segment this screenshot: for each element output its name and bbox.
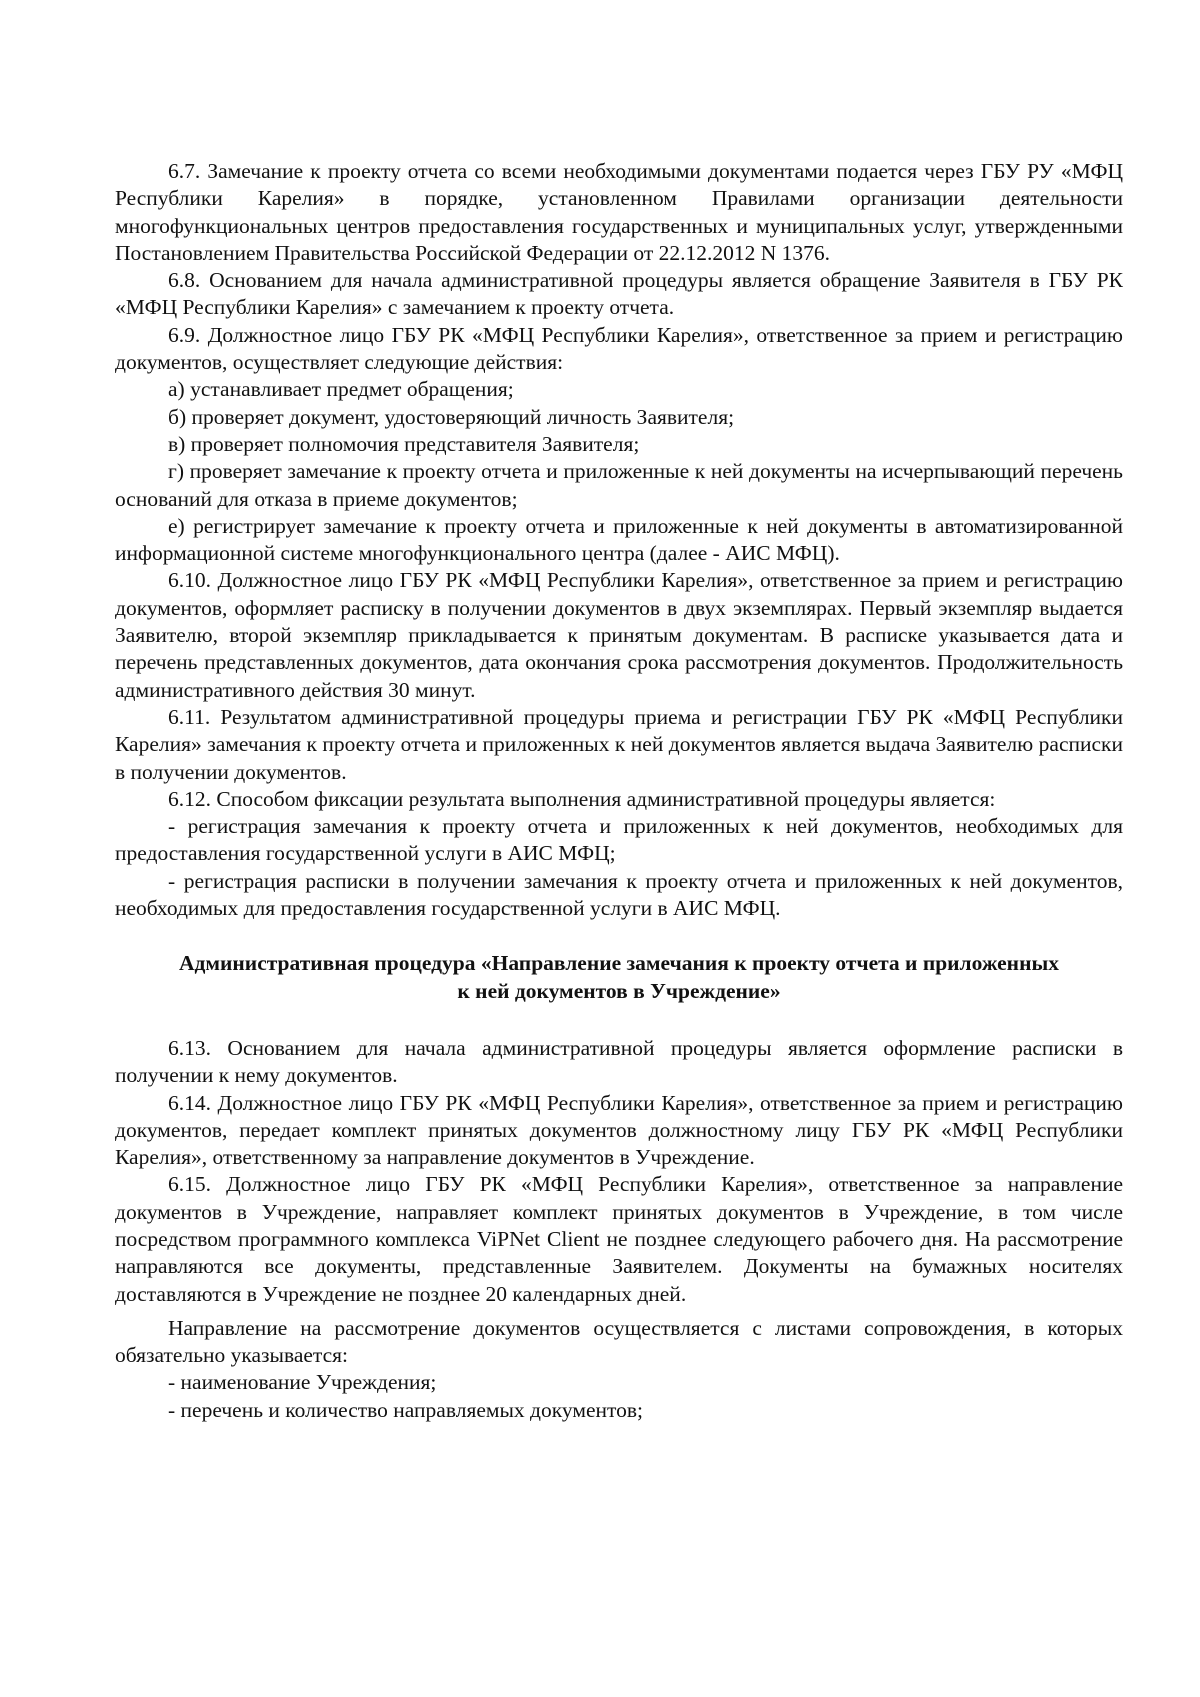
section-heading-line-1: Административная процедура «Направление замечания к проекту отчета и приложенных	[178, 951, 1059, 976]
list-item-dash-2: - регистрация расписки в получении замечания к проекту отчета и приложенных к ней документов, необходимых для предоставления государственной услуги в АИС МФЦ.	[115, 868, 1123, 921]
list-item-b: б) проверяет документ, удостоверяющий личность Заявителя;	[168, 404, 735, 429]
section-heading-line-2: к ней документов в Учреждение»	[457, 978, 781, 1003]
paragraph-6-13: 6.13. Основанием для начала административной процедуры является оформление расписки в получении к нему документов.	[115, 1035, 1123, 1088]
list-item-dash-1: - регистрация замечания к проекту отчета и приложенных к ней документов, необходимых для предоставления государственной услуги в АИС МФЦ;	[115, 814, 1123, 866]
paragraph-6-8: 6.8. Основанием для начала административной процедуры является обращение Заявителя в ГБУ РК «МФЦ Республики Карелия» с замечанием к проекту отчета.	[115, 268, 1123, 320]
list-item-dash-3: - наименование Учреждения;	[168, 1370, 437, 1395]
paragraph-6-14: 6.14. Должностное лицо ГБУ РК «МФЦ Республики Карелия», ответственное за прием и регистрацию документов, передает комплект принятых документов должностному лицу ГБУ РК «МФЦ Республики Карелия», ответственному за направление документов в Учреждение.	[115, 1090, 1123, 1170]
list-item-a: а) устанавливает предмет обращения;	[168, 377, 514, 402]
list-item-v: в) проверяет полномочия представителя Заявителя;	[168, 431, 640, 456]
list-item-dash-4: - перечень и количество направляемых документов;	[168, 1397, 643, 1422]
paragraph-6-12: 6.12. Способом фиксации результата выполнения административной процедуры является:	[168, 786, 996, 811]
list-item-e: е) регистрирует замечание к проекту отчета и приложенные к ней документы в автоматизированной информационной системе многофункционального центра (далее - АИС МФЦ).	[115, 513, 1123, 566]
paragraph-6-7: 6.7. Замечание к проекту отчета со всеми необходимыми документами подается через ГБУ РУ «МФЦ Республики Карелия» в порядке, установленном Правилами организации деятельности многофункциональных центров предоставления государственных и муниципальных услуг, утвержденными Постановлением Правительства Российской Федерации от 22.12.2012 N 1376.	[115, 159, 1123, 265]
document-page	[115, 158, 1123, 1424]
section-heading	[115, 950, 1123, 1005]
paragraph-6-11: 6.11. Результатом административной процедуры приема и регистрации ГБУ РК «МФЦ Республики Карелия» замечания к проекту отчета и приложенных к ней документов является выдача Заявителю расписки в получении документов.	[115, 704, 1123, 784]
paragraph-6-10: 6.10. Должностное лицо ГБУ РК «МФЦ Республики Карелия», ответственное за прием и регистрацию документов, оформляет расписку в получении документов в двух экземплярах. Первый экземпляр выдается Заявителю, второй экземпляр прикладывается к принятым документам. В расписке указывается дата и перечень представленных документов, дата окончания срока рассмотрения документов. Продолжительность административного действия 30 минут.	[115, 568, 1123, 702]
paragraph-6-9: 6.9. Должностное лицо ГБУ РК «МФЦ Республики Карелия», ответственное за прием и регистрацию документов, осуществляет следующие действия:	[115, 322, 1123, 375]
paragraph-6-15: 6.15. Должностное лицо ГБУ РК «МФЦ Республики Карелия», ответственное за направление документов в Учреждение, направляет комплект принятых документов в Учреждение, в том числе посредством программного комплекса ViPNet Client не позднее следующего рабочего дня. На рассмотрение направляются все документы, представленные Заявителем. Документы на бумажных носителях доставляются в Учреждение не позднее 20 календарных дней.	[115, 1172, 1123, 1306]
paragraph-direction: Направление на рассмотрение документов осуществляется с листами сопровождения, в которых обязательно указывается:	[115, 1315, 1123, 1368]
list-item-g: г) проверяет замечание к проекту отчета и приложенные к ней документы на исчерпывающий перечень оснований для отказа в приеме документов;	[115, 459, 1123, 511]
